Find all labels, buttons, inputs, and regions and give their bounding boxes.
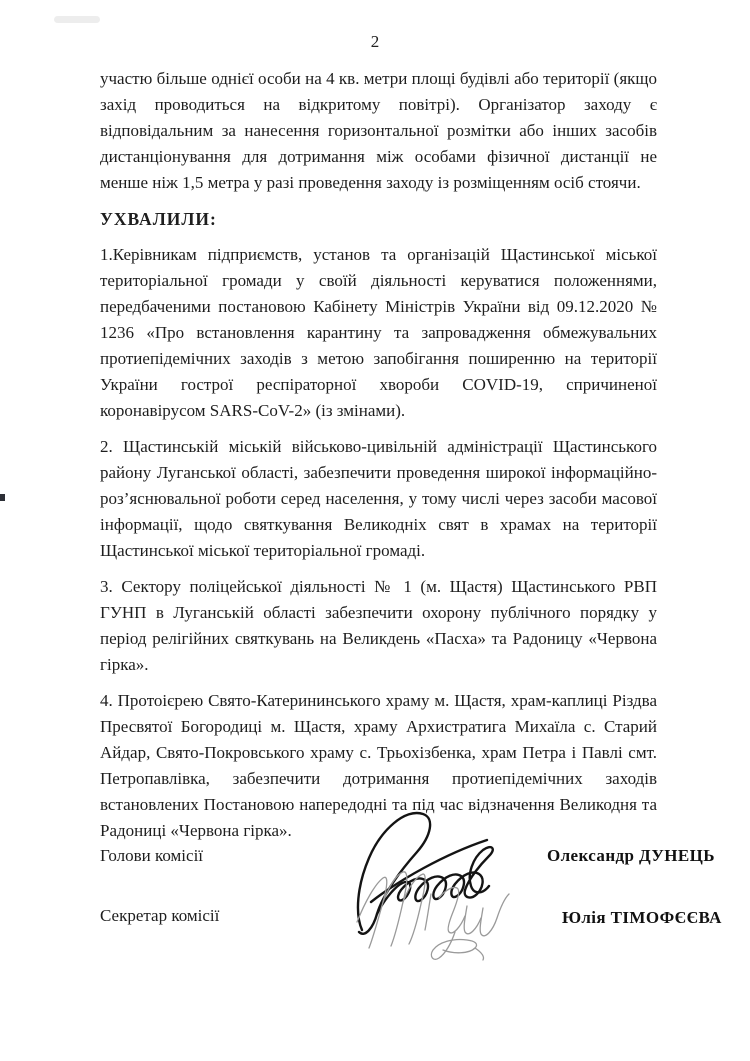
secretary-role-label: Секретар комісії: [100, 906, 220, 925]
chair-role-label: Голови комісії: [100, 846, 204, 865]
intro-paragraph: участю більше однієї особи на 4 кв. метри площі будівлі або території (якщо захід проводиться на відкритому повітрі). Організатор заходу є відповідальним за нанесення горизонтальної розмітки або інших засобів дистанціонування для дотримання між особами фізичної дистанції не менше ніж 1,5 метра у разі проведення заходу із розміщенням осіб стоячи.: [100, 69, 657, 192]
resolution-heading: УХВАЛИЛИ:: [100, 209, 217, 229]
resolution-item-1: 1.Керівникам підприємств, установ та організацій Щастинської міської територіальної громади у своїй діяльності керуватися положеннями, передбаченими постановою Кабінету Міністрів України від 09.12.2020 № 1236 «Про встановлення карантину та запровадження обмежувальних протиепідемічних заходів з метою запобігання поширенню на території України гострої респіраторної хвороби COVID-19, спричиненої коронавірусом SARS-CoV-2» (із змінами).: [100, 245, 657, 420]
resolution-item-4: 4. Протоієрею Свято-Катерининського храму м. Щастя, храм-каплиці Різдва Пресвятої Богородиці м. Щастя, храму Архистратига Михаїла с. Старий Айдар, Свято-Покровського храму с. Трьохізбенка, храм Петра і Павлі смт. Петропавлівка, забезпечити дотримання протиепідемічних заходів встановлених Постановою напередодні та під час відзначення Великодня та Радониці «Червона гірка».: [100, 691, 657, 840]
document-body: [100, 66, 657, 844]
resolution-item-3: 3. Сектору поліцейської діяльності № 1 (м. Щастя) Щастинського РВП ГУНП в Луганській області забезпечити охорону публічного порядку у період релігійних святкувань на Великдень «Пасха» та Радоницу «Червона гірка».: [100, 577, 657, 674]
page-number: 2: [370, 32, 380, 51]
scan-edge-speck-artifact: [0, 494, 5, 501]
scan-smudge-artifact: [54, 16, 100, 23]
chair-name: Олександр ДУНЕЦЬ: [547, 846, 715, 865]
resolution-item-2: 2. Щастинській міській військово-цивільній адміністрації Щастинського району Луганської області, забезпечити проведення широкої інформаційно-роз’яснювальної роботи серед населення, у тому числі через засоби масової інформації, щодо святкування Великодніх свят в храмах на території Щастинської міської територіальної громаді.: [100, 437, 657, 560]
handwritten-signature: [335, 802, 520, 967]
secretary-name: Юлія ТІМОФЄЄВА: [562, 908, 722, 927]
